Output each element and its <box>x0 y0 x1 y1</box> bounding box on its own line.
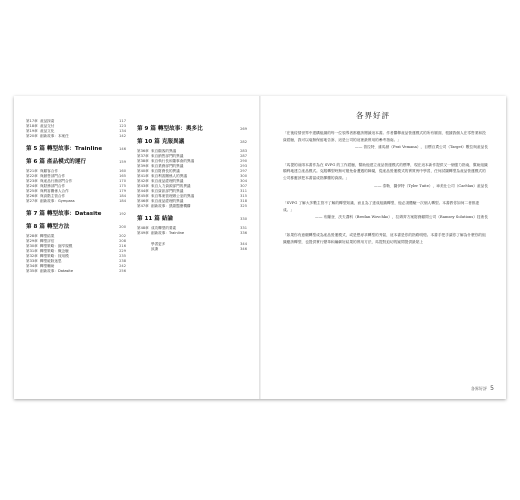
toc-chapter-title: 轉型策略：概念驗 <box>40 249 69 253</box>
quote-attribution: —— 普拉特．維馬納（Prat Vemana），目標百貨公司（Target）數位與產品長 <box>354 145 488 150</box>
toc-chapter-title: 來自產品經理的異議 <box>151 179 184 183</box>
toc-chapter-page: 208 <box>119 239 126 243</box>
toc-chapter-title: 產品交付 <box>40 124 55 128</box>
toc-chapter-number: 第31章 <box>26 249 38 253</box>
toc-chapter-title: 來自執行長和董事會的異議 <box>151 159 195 163</box>
toc-chapter-number: 第47章 <box>137 204 149 208</box>
left-page-table-of-contents <box>14 96 259 399</box>
toc-chapter-number: 第40章 <box>137 169 149 173</box>
quote-text: 「SVPG 了解大多數主管不了解的轉型知識，而且為了達成組織轉型，他必須體驗一次個人轉型。本書教你如何二者都達成。」 <box>283 201 480 212</box>
toc-chapter-number: 第44章 <box>137 189 149 193</box>
toc-chapter-title: 創新故事：Trainline <box>151 231 185 235</box>
toc-chapter-title: 轉型結果 <box>40 234 55 238</box>
toc-chapter-page: 117 <box>119 119 126 123</box>
toc-chapter-page: 160 <box>119 169 126 173</box>
toc-chapter-number: 第42章 <box>137 179 149 183</box>
toc-chapter-number: 第26章 <box>26 194 38 198</box>
toc-part-title: 第 7 篇 轉型故事：Datasite <box>26 211 102 217</box>
toc-chapter-page: 170 <box>119 179 126 183</box>
toc-chapter-title: 轉型輔助 <box>40 264 55 268</box>
toc-chapter-title: 與銷售部門合作 <box>40 174 66 178</box>
toc-column-1 <box>26 119 126 274</box>
quote-text: 「馬提的前兩本書作為在 SVPG 的工作經驗，幫助他建立產品營運模式的標準，現在這本新作提供又一個強力指南，幫助組織順利地建立產品模式。克服轉型時無可避免會遭遇的障礙，從產品營運模式的實質例中學習，任何試圖轉型為產品營運模式的公司都應該把本書當成指揮棚的資源。」 <box>283 162 488 180</box>
toc-chapter-number: 第39章 <box>137 164 149 168</box>
toc-chapter-page: 336 <box>240 231 247 235</box>
toc-chapter-number: 第36章 <box>137 149 149 153</box>
toc-chapter-page: 165 <box>119 174 126 178</box>
praise-quote <box>283 130 488 151</box>
toc-chapter-page: 315 <box>240 194 247 198</box>
toc-part-heading <box>137 140 247 145</box>
toc-chapter-title: 來自業務部門的異議 <box>151 164 184 168</box>
toc-chapter-number: 第33章 <box>26 259 38 263</box>
quote-attribution: —— 泰勒．圖伊特（Tyler Tuite），車美仕公司（CarMax）產品長 <box>374 183 488 188</box>
toc-chapter-row <box>26 134 126 139</box>
toc-chapter-page: 290 <box>240 159 247 163</box>
toc-chapter-title: 創新故事：Datasite <box>40 269 74 273</box>
toc-chapter-page: 242 <box>119 264 126 268</box>
toc-chapter-page: 235 <box>119 254 126 258</box>
toc-chapter-number: 第46章 <box>137 199 149 203</box>
toc-chapter-page: 256 <box>119 269 126 273</box>
toc-chapter-page: 238 <box>119 259 126 263</box>
page-title: 各界好評 <box>356 111 390 120</box>
toc-chapter-title: 來自產品經理的異議 <box>151 199 184 203</box>
toc-part-page: 146 <box>119 147 126 151</box>
toc-part-heading <box>26 160 126 165</box>
toc-chapter-page: 179 <box>119 189 126 193</box>
toc-chapter-title: 來自專案管理辦公室的異議 <box>151 194 195 198</box>
toc-part-page: 330 <box>240 217 247 221</box>
toc-chapter-number: 第18章 <box>26 124 38 128</box>
toc-chapter-page: 304 <box>240 179 247 183</box>
toc-chapter-title: 轉型評估 <box>40 239 55 243</box>
toc-chapter-title: 轉型策略：縮窄規模 <box>40 244 73 248</box>
toc-chapter-page: 142 <box>119 134 126 138</box>
toc-chapter-title: 與顧客合作 <box>40 169 58 173</box>
toc-part-title: 第 11 篇 結論 <box>137 216 174 222</box>
toc-chapter-number: 第35章 <box>26 269 38 273</box>
toc-chapter-number: 第22章 <box>26 174 38 178</box>
toc-chapter-title: 轉型策略：採用模 <box>40 254 69 258</box>
quote-text: 「在後疫情世界中建構組織的每一位領導者都應該閱讀這本書。作者闡釋產品營運模式的所有層面，根據我個人在零售業和投資經驗，我可以毫無保留地告訴，這是公司的這裡最實用的參考指南。」 <box>283 131 486 142</box>
folio-number: 5 <box>490 385 494 392</box>
toc-chapter-title: 來自銷售部門的異議 <box>151 154 184 158</box>
toc-part-title: 第 8 篇 轉型方法 <box>26 224 70 230</box>
toc-chapter-number: 第21章 <box>26 169 38 173</box>
toc-part-page: 282 <box>240 140 247 144</box>
toc-part-title: 第 10 篇 克服異議 <box>137 139 185 145</box>
toc-chapter-title: 與利害關係人合作 <box>40 189 69 193</box>
toc-chapter-page: 307 <box>240 184 247 188</box>
toc-chapter-number: 第19章 <box>26 129 38 133</box>
toc-chapter-page: 175 <box>119 184 126 188</box>
toc-chapter-title: 學習更多 <box>151 242 166 246</box>
toc-chapter-title: 致謝 <box>151 247 159 251</box>
toc-chapter-number: 第41章 <box>137 174 149 178</box>
toc-chapter-page: 216 <box>119 244 126 248</box>
toc-chapter-number: 第37章 <box>137 154 149 158</box>
toc-chapter-page: 229 <box>119 249 126 253</box>
toc-chapter-page: 123 <box>119 124 126 128</box>
toc-chapter-page: 283 <box>240 149 247 153</box>
toc-chapter-title: 創新故事：本案任 <box>40 134 69 138</box>
toc-chapter-page: 202 <box>119 234 126 238</box>
toc-chapter-number: 第27章 <box>26 199 38 203</box>
toc-chapter-row <box>137 247 247 252</box>
toc-part-heading <box>26 212 126 217</box>
toc-chapter-title: 來自資訊部門的異議 <box>151 189 184 193</box>
toc-part-page: 192 <box>119 212 126 216</box>
praise-quote <box>283 200 488 221</box>
toc-chapter-page: 297 <box>240 169 247 173</box>
toc-chapter-row <box>137 204 247 209</box>
toc-chapter-page: 325 <box>240 204 247 208</box>
toc-part-page: 269 <box>240 127 247 131</box>
toc-part-heading <box>26 147 126 152</box>
toc-chapter-page: 318 <box>240 199 247 203</box>
toc-chapter-title: 與財務部門合作 <box>40 184 66 188</box>
toc-chapter-title: 來自財務長的異議 <box>151 169 180 173</box>
toc-part-title: 第 6 篇 產品模式的運行 <box>26 159 87 165</box>
toc-chapter-row <box>137 231 247 236</box>
toc-chapter-number: 第29章 <box>26 239 38 243</box>
toc-chapter-title: 成功轉型的要素 <box>151 226 177 230</box>
toc-chapter-number: 第17章 <box>26 119 38 123</box>
toc-chapter-number: 第38章 <box>137 159 149 163</box>
toc-chapter-row <box>26 269 126 274</box>
toc-chapter-number: 第34章 <box>26 264 38 268</box>
toc-chapter-title: 產品探索 <box>40 119 55 123</box>
toc-part-title: 第 5 篇 轉型故事：Trainline <box>26 146 103 152</box>
quote-text: 「如果你有意願轉型成為產品營運模式，或是想尋求轉型的秀氣，這本書是你的指路明燈。本書手把手讓你了解為什麼你的組織應該轉型，也提供實行變革和編劇好結果的實用方法，馬提對迫切的疑問提供最貼上 <box>283 232 486 244</box>
toc-part-page: 200 <box>119 225 126 229</box>
toc-chapter-title: 與高階主管合作 <box>40 194 66 198</box>
page-folio <box>471 385 494 392</box>
praise-quote <box>283 162 488 189</box>
toc-chapter-number: 第43章 <box>137 184 149 188</box>
toc-chapter-title: 來自利害關係人的異議 <box>151 174 187 178</box>
toc-chapter-number: 第28章 <box>26 234 38 238</box>
book-spread <box>14 96 506 399</box>
quote-attribution: —— 布蘭登．沃夫喬科（Bredan Wovchko），拉姆齊方案財務顧問公司（Ramsey Solutions）技術長 <box>315 215 488 220</box>
toc-chapter-number: 第49章 <box>137 231 149 235</box>
toc-chapter-page: 293 <box>240 164 247 168</box>
toc-chapter-number: 第30章 <box>26 244 38 248</box>
toc-chapter-title: 來自顧客的異議 <box>151 149 177 153</box>
toc-part-heading <box>26 225 126 230</box>
toc-chapter-page: 184 <box>119 199 126 203</box>
toc-chapter-page: 287 <box>240 154 247 158</box>
toc-chapter-title: 來自人力資源部門的異議 <box>151 184 191 188</box>
toc-chapter-page: 311 <box>240 189 247 193</box>
toc-chapter-page: 331 <box>240 226 247 230</box>
toc-chapter-number: 第45章 <box>137 194 149 198</box>
toc-chapter-number: 第24章 <box>26 184 38 188</box>
toc-part-page: 159 <box>119 160 126 164</box>
toc-chapter-title: 產品文化 <box>40 129 55 133</box>
right-page-praise <box>261 96 506 399</box>
toc-chapter-number: 第25章 <box>26 189 38 193</box>
toc-chapter-page: 184 <box>119 194 126 198</box>
toc-chapter-number: 第20章 <box>26 134 38 138</box>
toc-chapter-title: 與產品行銷部門合作 <box>40 179 73 183</box>
praise-quote <box>283 232 488 245</box>
toc-chapter-title: 轉型破除迷思 <box>40 259 62 263</box>
folio-label: 各界好評 <box>470 386 487 391</box>
toc-chapter-title: 創新故事：Gympass <box>40 199 75 203</box>
toc-column-2 <box>137 119 247 252</box>
praise-quotes <box>283 130 488 256</box>
toc-part-heading <box>137 217 247 222</box>
toc-chapter-number: 第48章 <box>137 226 149 230</box>
toc-chapter-page: 134 <box>119 129 126 133</box>
toc-chapter-page: 346 <box>240 247 247 251</box>
toc-chapter-title: 創新故事：凱薩醫療機構 <box>151 204 191 208</box>
toc-part-heading <box>137 127 247 132</box>
toc-chapter-number: 第23章 <box>26 179 38 183</box>
toc-part-title: 第 9 篇 轉型故事：奧多比 <box>137 126 203 132</box>
toc-chapter-page: 344 <box>240 242 247 246</box>
toc-chapter-row <box>26 199 126 204</box>
toc-chapter-number: 第32章 <box>26 254 38 258</box>
toc-chapter-page: 300 <box>240 174 247 178</box>
